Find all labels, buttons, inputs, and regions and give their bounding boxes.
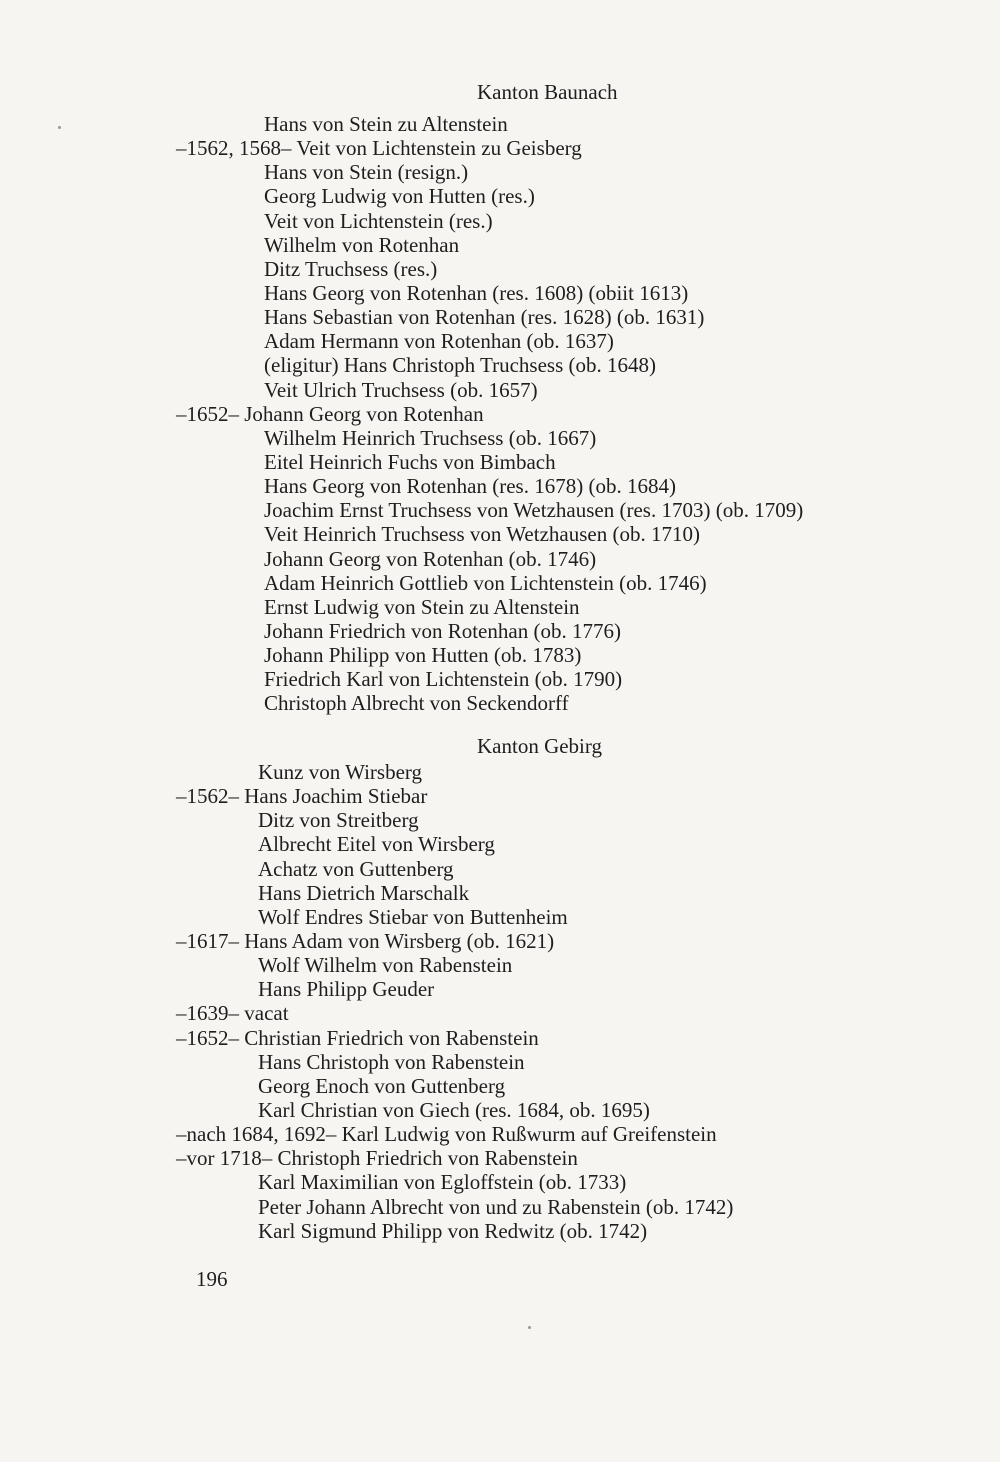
entry-name: Karl Sigmund Philipp von Redwitz (ob. 1742) bbox=[258, 1218, 648, 1243]
entry-text: –1652– Johann Georg von Rotenhan bbox=[176, 401, 484, 426]
entry-text: –1562– Hans Joachim Stiebar bbox=[176, 784, 428, 809]
entry-name: Veit von Lichtenstein (res.) bbox=[264, 208, 493, 233]
entry-name: Kunz von Wirsberg bbox=[258, 760, 423, 784]
entry-text: –1652– Christian Friedrich von Rabenstein bbox=[176, 1025, 539, 1050]
entry-text: –nach 1684, 1692– Karl Ludwig von Rußwurm auf Greifenstein bbox=[176, 1122, 717, 1147]
entry-text: –1562, 1568– Veit von Lichtenstein zu Geisberg bbox=[176, 136, 582, 161]
entry-name: Wolf Wilhelm von Rabenstein bbox=[258, 953, 513, 978]
entry-name: Friedrich Karl von Lichtenstein (ob. 1790) bbox=[264, 667, 623, 692]
entry-name: Ditz Truchsess (res.) bbox=[264, 256, 438, 281]
entry-name: Hans Sebastian von Rotenhan (res. 1628) (ob. 1631) bbox=[264, 305, 705, 330]
section-title-kanton-gebirg: Kanton Gebirg bbox=[477, 734, 603, 758]
entry-name: Hans Dietrich Marschalk bbox=[258, 880, 470, 905]
entry-name: Ditz von Streitberg bbox=[258, 808, 419, 833]
entry-name: Hans Georg von Rotenhan (res. 1608) (obiit 1613) bbox=[264, 280, 689, 305]
entry-name: Achatz von Guttenberg bbox=[258, 856, 454, 881]
entry-name: Christoph Albrecht von Seckendorff bbox=[264, 691, 569, 716]
entry-text: –1639– vacat bbox=[176, 1001, 289, 1026]
entry-name: Adam Hermann von Rotenhan (ob. 1637) bbox=[264, 329, 614, 354]
entry-name: Joachim Ernst Truchsess von Wetzhausen (res. 1703) (ob. 1709) bbox=[264, 498, 804, 523]
entry-name: Wolf Endres Stiebar von Buttenheim bbox=[258, 904, 568, 929]
entry-name: Hans Christoph von Rabenstein bbox=[258, 1049, 525, 1074]
entry-name: Wilhelm von Rotenhan bbox=[264, 232, 460, 257]
entry-name: Georg Ludwig von Hutten (res.) bbox=[264, 184, 535, 209]
entry-name: Georg Enoch von Guttenberg bbox=[258, 1073, 506, 1098]
entry-name: Wilhelm Heinrich Truchsess (ob. 1667) bbox=[264, 425, 597, 450]
entry-name: Veit Ulrich Truchsess (ob. 1657) bbox=[264, 377, 538, 402]
section-title-kanton-baunach: Kanton Baunach bbox=[477, 80, 618, 104]
entry-name: Albrecht Eitel von Wirsberg bbox=[258, 832, 495, 857]
entry-name: Karl Christian von Giech (res. 1684, ob. 1695) bbox=[258, 1097, 650, 1122]
entry-name: Johann Georg von Rotenhan (ob. 1746) bbox=[264, 546, 597, 571]
entry-name: Peter Johann Albrecht von und zu Rabenstein (ob. 1742) bbox=[258, 1194, 734, 1219]
entry-name: Adam Heinrich Gottlieb von Lichtenstein (ob. 1746) bbox=[264, 570, 707, 595]
entry-name: Hans von Stein zu Altenstein bbox=[264, 112, 508, 136]
paper-speck bbox=[528, 1326, 531, 1329]
entry-name: Ernst Ludwig von Stein zu Altenstein bbox=[264, 594, 580, 619]
entry-name: Eitel Heinrich Fuchs von Bimbach bbox=[264, 449, 556, 474]
entry-name: (eligitur) Hans Christoph Truchsess (ob. 1648) bbox=[264, 353, 656, 378]
entry-name: Hans Philipp Geuder bbox=[258, 977, 435, 1002]
entry-name: Karl Maximilian von Egloffstein (ob. 1733) bbox=[258, 1170, 627, 1195]
entry-name: Hans Georg von Rotenhan (res. 1678) (ob. 1684) bbox=[264, 474, 676, 499]
entry-name: Veit Heinrich Truchsess von Wetzhausen (ob. 1710) bbox=[264, 522, 700, 547]
page-number: 196 bbox=[196, 1267, 228, 1291]
entry-text: –vor 1718– Christoph Friedrich von Rabenstein bbox=[176, 1146, 578, 1171]
paper-speck bbox=[58, 126, 61, 129]
entry-name: Johann Philipp von Hutten (ob. 1783) bbox=[264, 643, 582, 668]
entry-name: Hans von Stein (resign.) bbox=[264, 160, 469, 185]
entry-text: –1617– Hans Adam von Wirsberg (ob. 1621) bbox=[176, 928, 555, 953]
entry-name: Johann Friedrich von Rotenhan (ob. 1776) bbox=[264, 618, 621, 643]
